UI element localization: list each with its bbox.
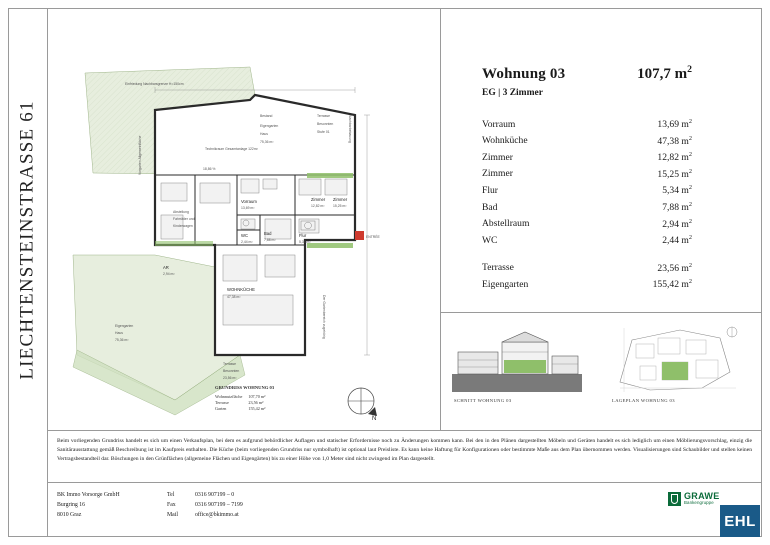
svg-text:18,86 %: 18,86 % (203, 167, 216, 171)
plan-caption (215, 385, 274, 413)
room-area: 5,34 $m^2$ (662, 184, 692, 197)
room-name: Zimmer (482, 168, 513, 180)
table-row (482, 232, 692, 249)
room-area: 23,56 $m^2$ (657, 261, 692, 274)
room-name: Vorraum (482, 118, 516, 130)
floor-plan (55, 55, 430, 425)
room-area: 7,88 $m^2$ (662, 201, 692, 214)
svg-text:AR: AR (163, 265, 169, 270)
svg-text:WOHNKÜCHE: WOHNKÜCHE (227, 287, 255, 292)
unit-total-area-value: 107,7 m (637, 66, 688, 82)
divider-middle (440, 9, 441, 430)
plan-caption-value: 155,42 m² (248, 406, 266, 412)
room-area: 47,38 $m^2$ (657, 134, 692, 147)
svg-text:Besonnten: Besonnten (223, 369, 240, 373)
unit-total-area (637, 64, 692, 83)
svg-text:Technikraum Gesamtanlage 122m²: Technikraum Gesamtanlage 122m² (205, 147, 258, 151)
grawe-shield-icon (668, 492, 681, 506)
svg-text:WC: WC (241, 233, 248, 238)
section-thumbnail-label: SCHNITT WOHNUNG 03 (454, 398, 512, 403)
ehl-logo: EHL (720, 505, 760, 537)
divider-left (47, 9, 48, 536)
footer-label-tel: Tel (167, 492, 175, 498)
grawe-logo-name: GRAWE (684, 491, 720, 501)
footer-mail[interactable]: office@bkimmo.at (195, 512, 239, 519)
unit-total-area-sup: 2 (687, 64, 692, 75)
svg-text:2,44 m²: 2,44 m² (241, 240, 253, 244)
svg-text:Bad: Bad (264, 231, 272, 236)
divider-footer (48, 482, 761, 483)
room-area: 15,25 $m^2$ (657, 167, 692, 181)
svg-text:Besonnten: Besonnten (317, 122, 334, 126)
svg-text:Zimmer: Zimmer (333, 197, 348, 202)
room-area: 13,69 $m^2$ (657, 118, 692, 131)
room-name: Flur (482, 185, 498, 197)
divider-right-horizontal (440, 312, 761, 313)
siteplan-thumbnail (610, 322, 746, 401)
svg-text:Eigengarten: Eigengarten (115, 324, 134, 328)
thumbnail-strip (452, 322, 752, 424)
table-row (482, 166, 692, 183)
footer-label-mail: Mail (167, 512, 178, 519)
svg-text:Zimmer: Zimmer (311, 197, 326, 202)
svg-text:Terrasse: Terrasse (223, 362, 237, 366)
svg-text:Vorraum: Vorraum (241, 199, 257, 204)
svg-text:Einfriedung Nachbarsgrenze H=1: Einfriedung Nachbarsgrenze H=150cm (125, 82, 184, 86)
footer-tel: 0316 907199 – 0 (195, 492, 235, 498)
table-row (482, 199, 692, 216)
svg-text:Nachbarbebauung: Nachbarbebauung (348, 115, 352, 143)
svg-text:13,69 m²: 13,69 m² (241, 206, 255, 210)
svg-text:Flur: Flur (299, 233, 307, 238)
svg-text:Fahrräder und: Fahrräder und (173, 217, 195, 221)
unit-title: Wohnung 03 (482, 66, 566, 82)
svg-text:ENTRÉE: ENTRÉE (366, 235, 380, 239)
room-area: 2,94 $m^2$ (662, 217, 692, 230)
unit-subtitle: EG | 3 Zimmer (482, 88, 543, 98)
footer-street: Burgring 16 (57, 502, 86, 509)
plan-caption-label: Terrasse (215, 400, 229, 406)
room-name: Wohnküche (482, 135, 528, 147)
room-area: 12,82 $m^2$ (657, 151, 692, 164)
compass-icon (345, 385, 381, 421)
svg-text:Stufe 01: Stufe 01 (317, 130, 330, 134)
svg-text:Kinderwagen: Kinderwagen (173, 224, 193, 228)
table-row (482, 249, 692, 276)
room-name: Eigengarten (482, 278, 529, 290)
disclaimer-text: Beim vorliegenden Grundriss handelt es sich um einen Verkaufsplan, bei dem es aufgrund behördlicher Auflagen und statischer Erfordernisse noch zu Änderungen kommen kann. Bei den in den Plänen dargestellten Möbeln und Geräten handelt es sich lediglich um einen Möblierungsvorschlag, einzig die Sanitärausstattung gemäß Beschreibung ist im Kaufpreis enthalten. Die Küche (beim vorliegenden Grundriss nur symbolhaft) ist optional laut Preisliste. Es kann keine Haftung für Konfigurationen oder bestimmte Maße aus dem Plan übernommen werden. Visualisierungen sind Schaubilder und stellen keinen Vertragsbestandteil dar. Böschungen in den Grünflächen (allgemeine Flächen und Eigengärten) bis zu einer Höhe von 1,0 Meter sind nicht zwingend im Plan dargestellt. (57, 438, 752, 463)
room-area: 2,44 $m^2$ (662, 234, 692, 247)
room-area: 155,42 $m^2$ (652, 278, 692, 291)
unit-info (482, 64, 692, 292)
footer-label-fax: Fax (167, 502, 176, 509)
svg-text:Terrasse: Terrasse (317, 114, 331, 118)
svg-text:Haus: Haus (115, 331, 123, 335)
room-name: Abstellraum (482, 218, 530, 230)
project-title-vertical (10, 40, 46, 440)
footer-fax: 0316 907199 – 7199 (195, 502, 243, 509)
svg-text:Haus: Haus (260, 132, 268, 136)
table-row (482, 133, 692, 150)
svg-text:23,56 m²: 23,56 m² (223, 376, 237, 380)
section-thumbnail (452, 322, 582, 401)
compass-label: N (372, 416, 377, 421)
footer-city: 8010 Graz (57, 512, 82, 519)
svg-text:5,34 m²: 5,34 m² (299, 240, 311, 244)
table-row (482, 182, 692, 199)
footer-company: BK Immo Vorsorge GmbH (57, 492, 120, 498)
svg-text:2,94 m²: 2,94 m² (163, 272, 175, 276)
svg-text:Abstellung: Abstellung (173, 210, 189, 214)
divider-disclaimer (48, 430, 761, 431)
plan-caption-value: 23,56 m² (248, 400, 264, 406)
plan-caption-row (215, 406, 271, 412)
grawe-logo-subtitle: Bankengruppe (684, 500, 714, 506)
room-name: Terrasse (482, 262, 514, 274)
svg-text:47,38 m²: 47,38 m² (227, 295, 241, 299)
table-row (482, 215, 692, 232)
svg-text:75,36 m²: 75,36 m² (115, 338, 129, 342)
table-row (482, 116, 692, 133)
grawe-logo (668, 492, 720, 506)
svg-text:7,88 m²: 7,88 m² (264, 238, 276, 242)
svg-text:Der Gartenbereich zugehörig: Der Gartenbereich zugehörig (322, 295, 326, 339)
plan-caption-label: Garten (215, 406, 227, 412)
plan-caption-title: GRUNDRISS WOHNUNG 03 (215, 385, 275, 390)
unit-header (482, 64, 692, 83)
plan-caption-value: 107,70 m² (248, 393, 266, 399)
svg-text:12,82 m²: 12,82 m² (311, 204, 325, 208)
footer (57, 490, 315, 520)
plan-caption-label: Wohnnutzfläche (215, 393, 243, 399)
svg-text:15,25 m²: 15,25 m² (333, 204, 347, 208)
project-title-text: LIECHTENSTEINSTRASSE 61 (17, 100, 39, 380)
room-area-table (482, 116, 692, 292)
room-name: Bad (482, 201, 498, 213)
svg-text:75,36 m²: 75,36 m² (260, 140, 274, 144)
svg-text:Bestand: Bestand (260, 114, 273, 118)
table-row (482, 276, 692, 293)
table-row (482, 149, 692, 166)
siteplan-thumbnail-label: LAGEPLAN WOHNUNG 03 (612, 398, 675, 403)
svg-text:Eigengarten: Eigengarten (260, 124, 279, 128)
room-name: Zimmer (482, 151, 513, 163)
svg-text:Vorgarten Allgemeinfläche: Vorgarten Allgemeinfläche (138, 135, 142, 175)
room-name: WC (482, 234, 498, 246)
